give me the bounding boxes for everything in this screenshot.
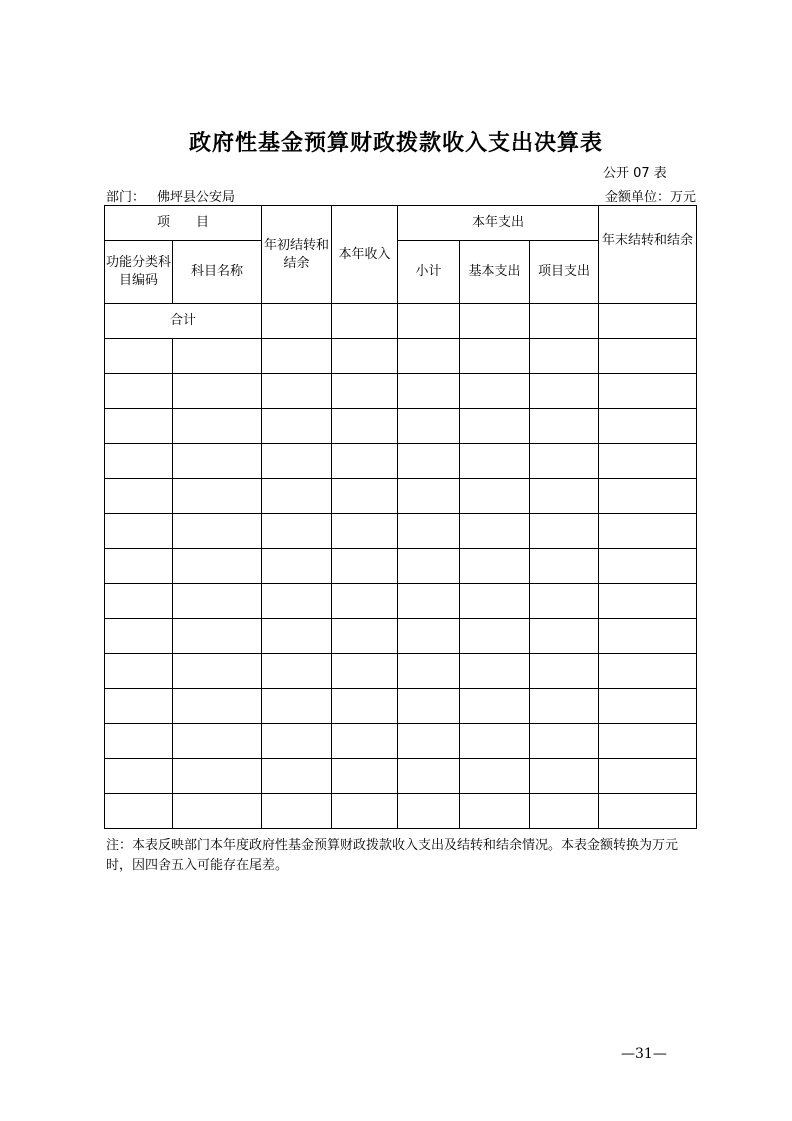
total-basic	[460, 304, 530, 339]
cell-basic	[460, 514, 530, 549]
cell-project	[530, 479, 599, 514]
cell-basic	[460, 374, 530, 409]
table-row	[105, 444, 697, 479]
total-income	[332, 304, 398, 339]
cell-func-code	[105, 549, 173, 584]
table-row	[105, 794, 697, 829]
cell-end-balance	[599, 514, 697, 549]
cell-income	[332, 794, 398, 829]
cell-end-balance	[599, 374, 697, 409]
cell-subject-name	[173, 339, 262, 374]
cell-func-code	[105, 619, 173, 654]
header-item: 项 目	[105, 206, 262, 241]
department-value: 佛坪县公安局	[157, 190, 236, 205]
cell-subject-name	[173, 479, 262, 514]
table-row	[105, 759, 697, 794]
cell-func-code	[105, 479, 173, 514]
cell-income	[332, 339, 398, 374]
cell-income	[332, 584, 398, 619]
cell-subtotal	[398, 444, 460, 479]
budget-table	[104, 205, 697, 829]
cell-end-balance	[599, 794, 697, 829]
cell-begin-balance	[262, 654, 332, 689]
cell-end-balance	[599, 444, 697, 479]
header-subject-name: 科目名称	[173, 241, 262, 304]
cell-end-balance	[599, 479, 697, 514]
cell-func-code	[105, 654, 173, 689]
cell-basic	[460, 794, 530, 829]
cell-income	[332, 759, 398, 794]
cell-func-code	[105, 339, 173, 374]
cell-begin-balance	[262, 479, 332, 514]
footnote: 注：本表反映部门本年度政府性基金预算财政拨款收入支出及结转和结余情况。本表金额转换为万元时，因四舍五入可能存在尾差。	[106, 838, 679, 873]
cell-project	[530, 549, 599, 584]
cell-end-balance	[599, 654, 697, 689]
cell-subtotal	[398, 409, 460, 444]
cell-subtotal	[398, 689, 460, 724]
cell-income	[332, 619, 398, 654]
cell-end-balance	[599, 584, 697, 619]
cell-subject-name	[173, 374, 262, 409]
cell-subtotal	[398, 794, 460, 829]
cell-project	[530, 794, 599, 829]
total-row	[105, 304, 697, 339]
cell-begin-balance	[262, 444, 332, 479]
cell-end-balance	[599, 549, 697, 584]
table-row	[105, 409, 697, 444]
cell-begin-balance	[262, 514, 332, 549]
cell-subject-name	[173, 689, 262, 724]
cell-end-balance	[599, 409, 697, 444]
cell-func-code	[105, 374, 173, 409]
cell-project	[530, 724, 599, 759]
page-title: 政府性基金预算财政拨款收入支出决算表	[188, 131, 603, 156]
cell-end-balance	[599, 724, 697, 759]
cell-func-code	[105, 794, 173, 829]
cell-project	[530, 619, 599, 654]
cell-income	[332, 549, 398, 584]
cell-basic	[460, 619, 530, 654]
header-func-code: 功能分类科目编码	[105, 241, 173, 304]
header-expense-group: 本年支出	[398, 206, 599, 241]
cell-project	[530, 759, 599, 794]
cell-subject-name	[173, 444, 262, 479]
cell-begin-balance	[262, 619, 332, 654]
cell-income	[332, 409, 398, 444]
cell-begin-balance	[262, 794, 332, 829]
cell-basic	[460, 759, 530, 794]
cell-begin-balance	[262, 409, 332, 444]
cell-subtotal	[398, 654, 460, 689]
cell-project	[530, 339, 599, 374]
cell-subject-name	[173, 549, 262, 584]
total-end-balance	[599, 304, 697, 339]
table-row	[105, 724, 697, 759]
total-project	[530, 304, 599, 339]
cell-project	[530, 444, 599, 479]
table-row	[105, 549, 697, 584]
cell-begin-balance	[262, 689, 332, 724]
cell-income	[332, 374, 398, 409]
cell-income	[332, 514, 398, 549]
cell-income	[332, 689, 398, 724]
cell-begin-balance	[262, 759, 332, 794]
cell-subject-name	[173, 514, 262, 549]
amount-unit: 金额单位：万元	[604, 190, 696, 205]
cell-begin-balance	[262, 584, 332, 619]
header-subtotal: 小计	[398, 241, 460, 304]
header-end-balance: 年末结转和结余	[599, 206, 697, 304]
cell-subject-name	[173, 619, 262, 654]
cell-basic	[460, 584, 530, 619]
cell-end-balance	[599, 619, 697, 654]
table-row	[105, 374, 697, 409]
total-subtotal	[398, 304, 460, 339]
table-row	[105, 654, 697, 689]
cell-basic	[460, 724, 530, 759]
header-begin-balance: 年初结转和结余	[262, 206, 332, 304]
table-row	[105, 584, 697, 619]
cell-subtotal	[398, 374, 460, 409]
cell-func-code	[105, 759, 173, 794]
table-row	[105, 619, 697, 654]
cell-basic	[460, 444, 530, 479]
header-row-1	[105, 206, 697, 241]
cell-income	[332, 724, 398, 759]
cell-begin-balance	[262, 724, 332, 759]
cell-subtotal	[398, 479, 460, 514]
cell-begin-balance	[262, 549, 332, 584]
header-basic: 基本支出	[460, 241, 530, 304]
cell-end-balance	[599, 689, 697, 724]
cell-subject-name	[173, 409, 262, 444]
cell-subtotal	[398, 759, 460, 794]
cell-func-code	[105, 584, 173, 619]
cell-subtotal	[398, 549, 460, 584]
cell-func-code	[105, 724, 173, 759]
cell-project	[530, 689, 599, 724]
header-income: 本年收入	[332, 206, 398, 304]
table-row	[105, 514, 697, 549]
cell-project	[530, 584, 599, 619]
cell-basic	[460, 549, 530, 584]
department-label: 部门：	[106, 190, 146, 205]
table-row	[105, 689, 697, 724]
cell-subtotal	[398, 724, 460, 759]
cell-subject-name	[173, 654, 262, 689]
cell-subtotal	[398, 584, 460, 619]
total-begin-balance	[262, 304, 332, 339]
cell-basic	[460, 654, 530, 689]
cell-income	[332, 479, 398, 514]
cell-end-balance	[599, 339, 697, 374]
cell-subtotal	[398, 339, 460, 374]
cell-project	[530, 374, 599, 409]
department-line	[106, 186, 235, 205]
cell-project	[530, 409, 599, 444]
cell-subtotal	[398, 514, 460, 549]
cell-income	[332, 444, 398, 479]
total-label: 合计	[105, 304, 262, 339]
cell-project	[530, 654, 599, 689]
cell-subject-name	[173, 794, 262, 829]
form-number: 公开 07 表	[603, 166, 667, 181]
cell-subject-name	[173, 584, 262, 619]
cell-subject-name	[173, 759, 262, 794]
cell-func-code	[105, 514, 173, 549]
cell-basic	[460, 339, 530, 374]
cell-begin-balance	[262, 339, 332, 374]
cell-income	[332, 654, 398, 689]
cell-basic	[460, 689, 530, 724]
cell-end-balance	[599, 759, 697, 794]
cell-basic	[460, 479, 530, 514]
cell-basic	[460, 409, 530, 444]
cell-begin-balance	[262, 374, 332, 409]
cell-subject-name	[173, 724, 262, 759]
cell-func-code	[105, 689, 173, 724]
table-row	[105, 479, 697, 514]
table-row	[105, 339, 697, 374]
header-project: 项目支出	[530, 241, 599, 304]
cell-func-code	[105, 409, 173, 444]
cell-project	[530, 514, 599, 549]
cell-subtotal	[398, 619, 460, 654]
page-number: —31—	[621, 1046, 667, 1062]
cell-func-code	[105, 444, 173, 479]
